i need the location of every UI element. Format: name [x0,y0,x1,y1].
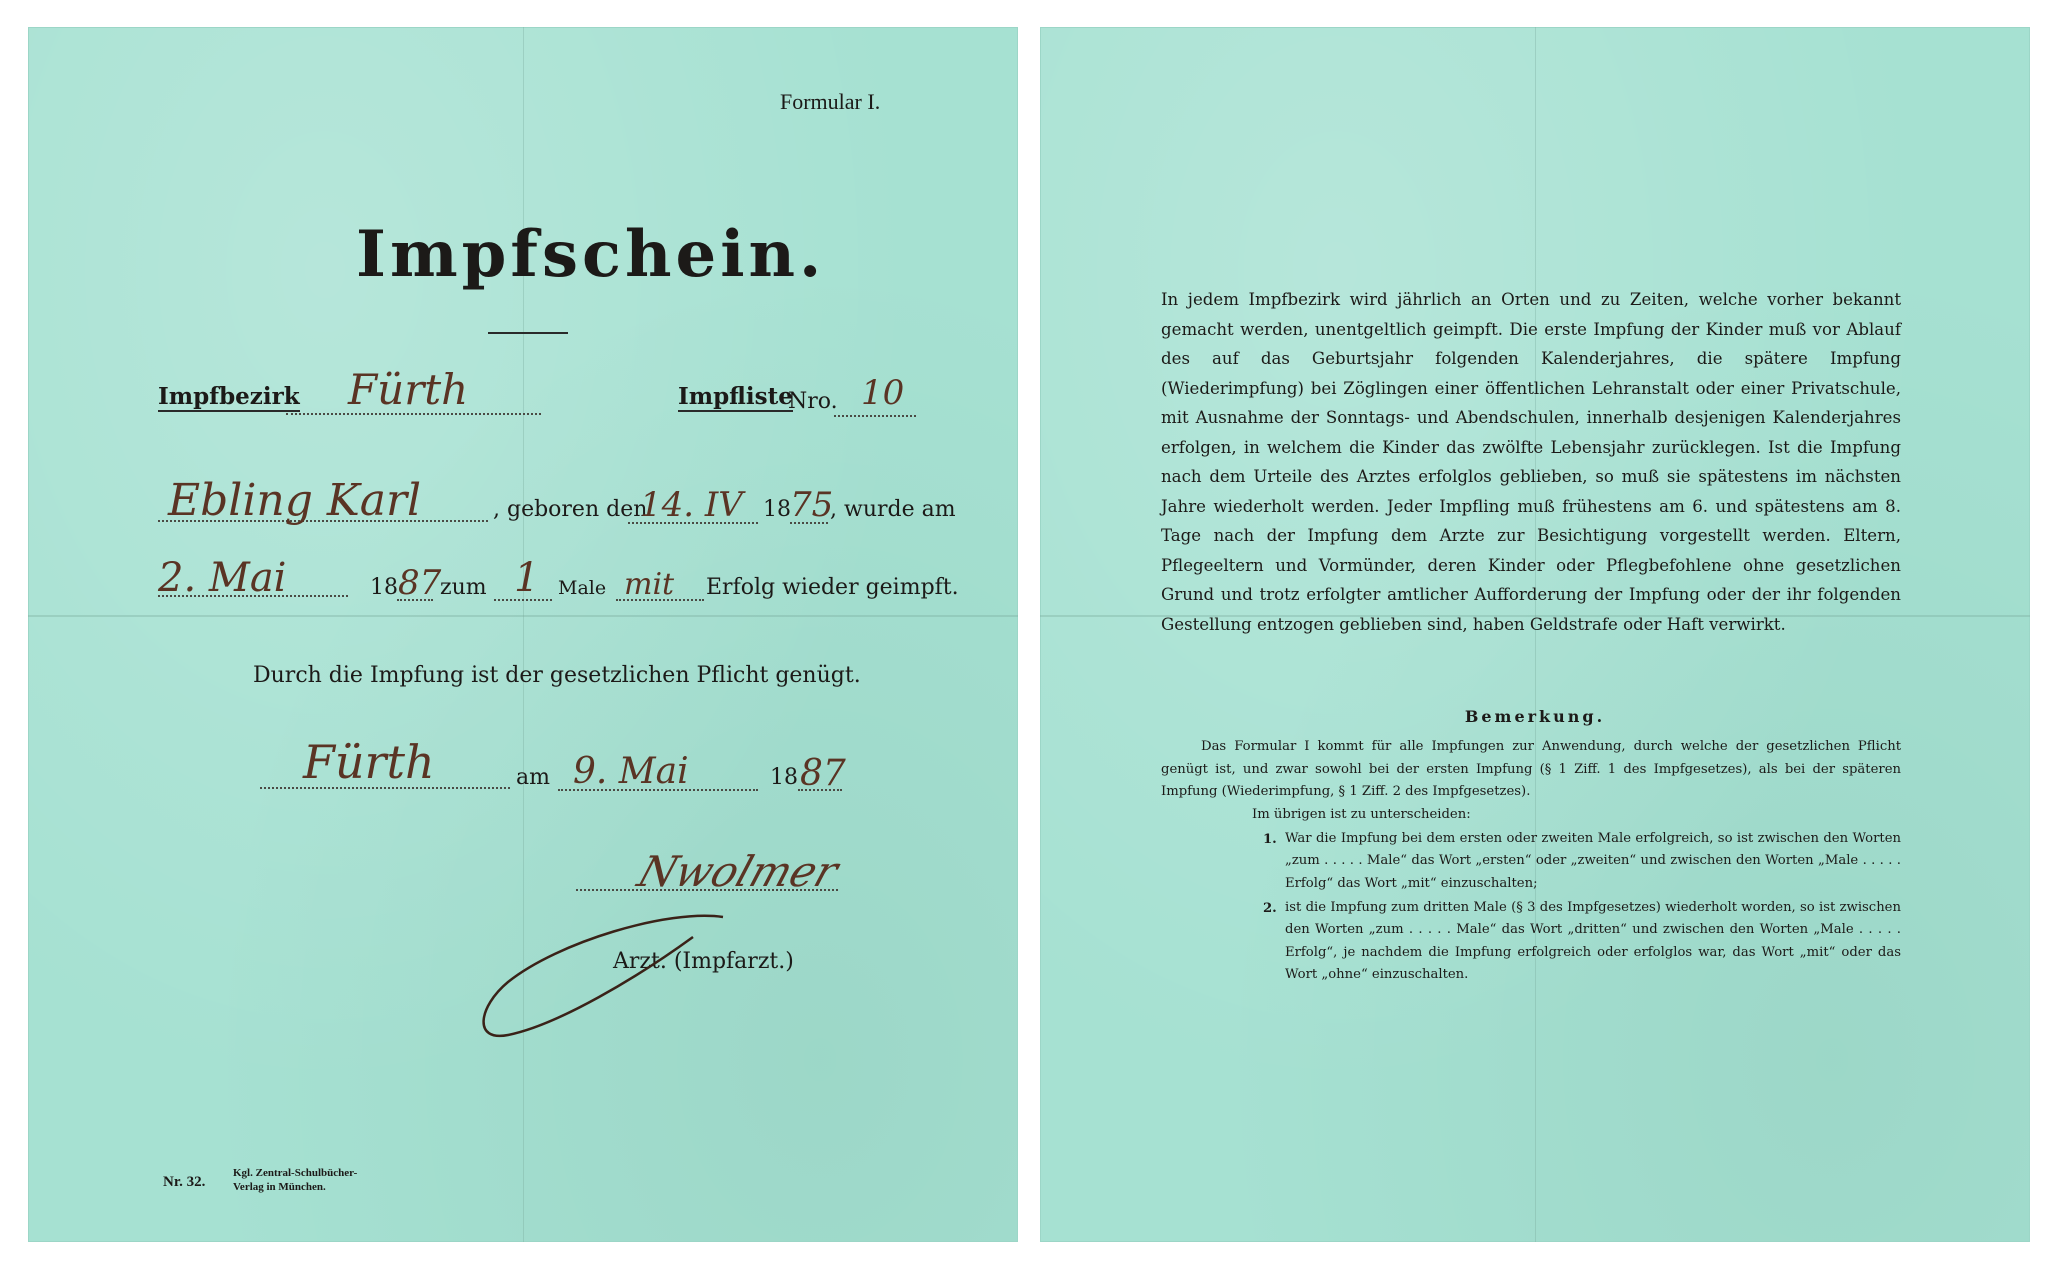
list-label: Impfliste [678,383,793,410]
times-pre-label: zum [440,575,487,600]
birth-date-value: 14. IV [640,485,743,525]
times-post-label: Male [558,577,607,599]
regulations-paragraph: In jedem Impfbezirk wird jährlich an Orten und zu Zeiten, welche vorher bekannt gemacht werden, unentgeltlich geimpft. Die erste Impfung der Kinder muß vor Ablauf des auf das Geburtsjahr folgenden Kalenderjahres, die spätere Impfung (Wiederimpfung) bei Zöglingen einer öffentlichen Lehranstalt oder einer Privatschule, mit Ausnahme der Sonntags- und Abendschulen, innerhalb desjenigen Kalenderjahres erfolgen, in welchem die Kinder das zwölfte Lebensjahr zurücklegen. Ist die Impfung nach dem Urteile des Arztes erfolglos geblieben, so muß sie spätestens im nächsten Jahre wiederholt werden. Jeder Impfling muß frühestens am 6. und spätestens am 8. Tage nach der Impfung dem Arzte zur Besichtigung vorgestellt werden. Eltern, Pflegeeltern und Vormünder, deren Kinder oder Pflegbefohlene ohne gesetzlichen Grund und trotz erfolgter amtlicher Aufforderung der Impfung oder der ihr folgenden Gestellung entzogen geblieben sind, haben Geldstrafe oder Haft verwirkt. [1161,290,1901,634]
born-label: , geboren den [493,497,648,522]
vaccination-year-prefix: 18 [370,575,398,600]
birth-year-value: 75 [790,485,834,525]
vaccination-year-value: 87 [398,563,442,603]
fold-line-horizontal [28,615,1018,617]
remark-item-1-number: 1. [1263,832,1277,847]
place-value: Fürth [303,735,435,789]
remark-intro: Das Formular I kommt für alle Impfungen zur Anwendung, durch welche der gesetzlichen Pflicht genügt ist, und zwar sowohl bei der ersten Impfung (§ 1 Ziff. 1 des Impfgesetzes), als bei der späteren Impfung (Wiederimpfung, § 1 Ziff. 2 des Impfgesetzes). [1161,739,1901,799]
sign-year-value: 87 [800,753,846,794]
became-label: , wurde am [830,497,956,522]
list-number-label: Nro. [788,389,838,414]
child-name-value: Ebling Karl [168,475,422,526]
vaccination-date-value: 2. Mai [158,555,287,601]
at-label: am [516,765,550,790]
list-number-dotted-line [834,415,916,417]
certificate-front-page [28,27,1018,1242]
publisher-line-1: Kgl. Zentral-Schulbücher- [233,1167,358,1179]
district-label: Impfbezirk [158,383,300,410]
publisher-line-2: Verlag in München. [233,1181,326,1193]
birth-year-prefix: 18 [763,497,791,522]
remark-item-2-text: ist die Impfung zum dritten Male (§ 3 des Impfgesetzes) wiederholt worden, so ist zwischen den Worten „zum . . . . . Male“ das Wort „dritten“ und zwischen den Worten „Male . . . . . Erfolg“, je nachdem die Impfung erfolgreich oder erfolglos war, das Wort „mit“ oder das Wort „ohne“ einzuschalten. [1285,900,1901,982]
certificate-title: Impfschein. [356,217,826,292]
duty-statement: Durch die Impfung ist der gesetzlichen Pflicht genügt. [253,663,861,688]
success-post-label: Erfolg wieder geimpft. [706,575,959,600]
remark-subheading: Im übrigen ist zu unterscheiden: [1252,807,1471,822]
remark-title: Bemerkung. [1464,707,1606,726]
success-value: mit [624,567,675,602]
sign-date-value: 9. Mai [573,751,689,792]
title-divider [488,332,568,334]
list-number-value: 10 [861,373,905,413]
sign-year-prefix: 18 [770,765,798,790]
district-value: Fürth [348,365,469,414]
doctor-label: Arzt. (Impfarzt.) [613,949,794,974]
footer-number: Nr. 32. [163,1174,206,1190]
fold-line-vertical [523,27,524,1242]
remark-item-1-text: War die Impfung bei dem ersten oder zweiten Male erfolgreich, so ist zwischen den Worten „zum . . . . . Male“ das Wort „ersten“ oder „zweiten“ und zwischen den Worten „Male . . . . . Erfolg“ das Wort „mit“ einzuschalten; [1285,831,1901,891]
certificate-back-page [1040,27,2030,1242]
signature-flourish [468,907,728,1047]
times-value: 1 [514,555,540,601]
form-number-label: Formular I. [780,89,881,114]
remark-item-2-number: 2. [1263,901,1277,916]
doctor-signature: Nwolmer [632,847,845,896]
